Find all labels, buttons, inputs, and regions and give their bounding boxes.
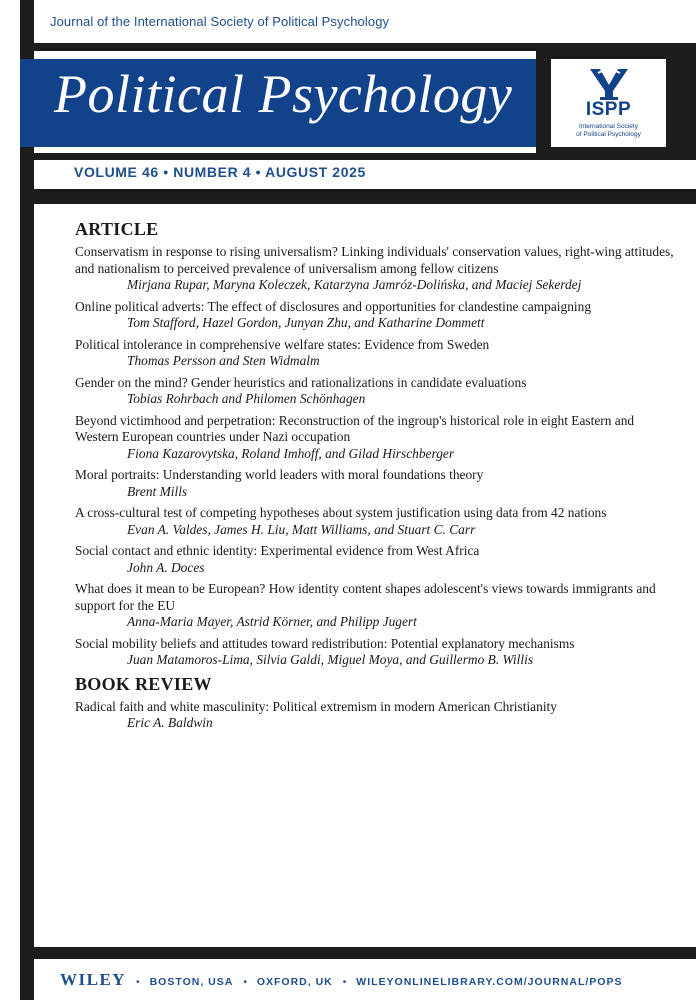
footer-location-boston: BOSTON, USA bbox=[149, 976, 234, 988]
article-entry[interactable] bbox=[75, 505, 675, 538]
footer-location-oxford: OXFORD, UK bbox=[256, 976, 333, 988]
article-title: Political intolerance in comprehensive welfare states: Evidence from Sweden bbox=[75, 336, 490, 352]
article-entry[interactable] bbox=[75, 244, 675, 294]
article-authors: Mirjana Rupar, Maryna Koleczek, Katarzyna Jamróz-Dolińska, and Maciej Sekerdej bbox=[127, 277, 582, 292]
section-heading-article: ARTICLE bbox=[75, 219, 159, 239]
article-authors: Thomas Persson and Sten Widmalm bbox=[127, 353, 320, 368]
issue-info: VOLUME 46 • NUMBER 4 • AUGUST 2025 bbox=[74, 164, 366, 180]
article-entry[interactable] bbox=[75, 636, 675, 669]
footer-separator: • bbox=[342, 977, 347, 988]
left-frame-bar bbox=[20, 0, 34, 1000]
article-authors: John A. Doces bbox=[127, 559, 205, 575]
article-authors: Evan A. Valdes, James H. Liu, Matt Williams, and Stuart C. Carr bbox=[127, 521, 476, 537]
article-authors: Tobias Rohrbach and Philomen Schönhagen bbox=[127, 391, 366, 406]
title-band bbox=[20, 59, 536, 147]
footer-separator: • bbox=[243, 977, 247, 988]
ispp-emblem-icon bbox=[586, 65, 632, 101]
publisher-footer bbox=[60, 970, 623, 990]
publisher-logo: WILEY bbox=[60, 970, 127, 989]
book-review-title: Radical faith and white masculinity: Political extremism in modern American Christianity bbox=[75, 698, 557, 714]
article-entry[interactable] bbox=[75, 543, 675, 576]
article-title: Gender on the mind? Gender heuristics and rationalizations in candidate evaluations bbox=[75, 374, 527, 390]
article-entry[interactable] bbox=[75, 413, 675, 463]
article-entry[interactable] bbox=[75, 299, 675, 332]
article-title: Online political adverts: The effect of disclosures and opportunities for clandestine campaigning bbox=[75, 298, 592, 314]
logo-abbreviation: ISPP bbox=[585, 99, 632, 120]
article-title: Conservatism in response to rising universalism? Linking individuals' conservation values, right-wing attitudes, and nationalism to perceived prevalence of universalism among fellow citizens bbox=[75, 244, 674, 276]
book-review-entry[interactable] bbox=[75, 699, 675, 732]
article-entry[interactable] bbox=[75, 581, 675, 631]
journal-title: Political Psychology bbox=[54, 64, 513, 124]
article-authors: Brent Mills bbox=[127, 483, 188, 499]
article-title: What does it mean to be European? How identity content shapes adolescent's views towards immigrants and support for the EU bbox=[75, 581, 656, 613]
lower-frame-bar bbox=[20, 189, 696, 204]
article-authors: Juan Matamoros-Lima, Silvia Galdi, Miguel Moya, and Guillermo B. Willis bbox=[127, 652, 534, 667]
journal-tagline: Journal of the International Society of Political Psychology bbox=[50, 14, 390, 29]
article-title: A cross-cultural test of competing hypotheses about system justification using data from 42 nations bbox=[75, 505, 607, 520]
article-authors: Fiona Kazarovytska, Roland Imhoff, and Gilad Hirschberger bbox=[127, 445, 455, 461]
book-review-authors: Eric A. Baldwin bbox=[127, 715, 213, 730]
footer-separator: • bbox=[136, 977, 140, 988]
article-title: Beyond victimhood and perpetration: Reconstruction of the ingroup's historical role in eight Eastern and Western European countries under Nazi occupation bbox=[75, 412, 635, 444]
logo-subtitle bbox=[551, 123, 666, 139]
bottom-frame-bar bbox=[20, 947, 696, 959]
middle-frame-bar bbox=[20, 153, 696, 160]
article-title: Social contact and ethnic identity: Experimental evidence from West Africa bbox=[75, 543, 480, 558]
article-entry[interactable] bbox=[75, 375, 675, 408]
article-title: Social mobility beliefs and attitudes toward redistribution: Potential explanatory mechanisms bbox=[75, 635, 575, 651]
article-authors: Anna-Maria Mayer, Astrid Körner, and Philipp Jugert bbox=[127, 614, 417, 629]
article-title: Moral portraits: Understanding world leaders with moral foundations theory bbox=[75, 467, 484, 482]
article-entry[interactable] bbox=[75, 337, 675, 370]
logo-subtitle-line: International Society bbox=[579, 123, 638, 130]
article-authors: Tom Stafford, Hazel Gordon, Junyan Zhu, and Katharine Dommett bbox=[127, 315, 485, 330]
logo-subtitle-line: of Political Psychology bbox=[576, 131, 641, 138]
footer-journal-url[interactable]: WILEYONLINELIBRARY.COM/JOURNAL/POPS bbox=[356, 976, 623, 988]
ispp-logo bbox=[551, 59, 666, 147]
section-heading-book-review: BOOK REVIEW bbox=[75, 673, 212, 694]
table-of-contents bbox=[75, 219, 675, 737]
top-frame-bar bbox=[20, 43, 696, 51]
article-entry[interactable] bbox=[75, 467, 675, 500]
